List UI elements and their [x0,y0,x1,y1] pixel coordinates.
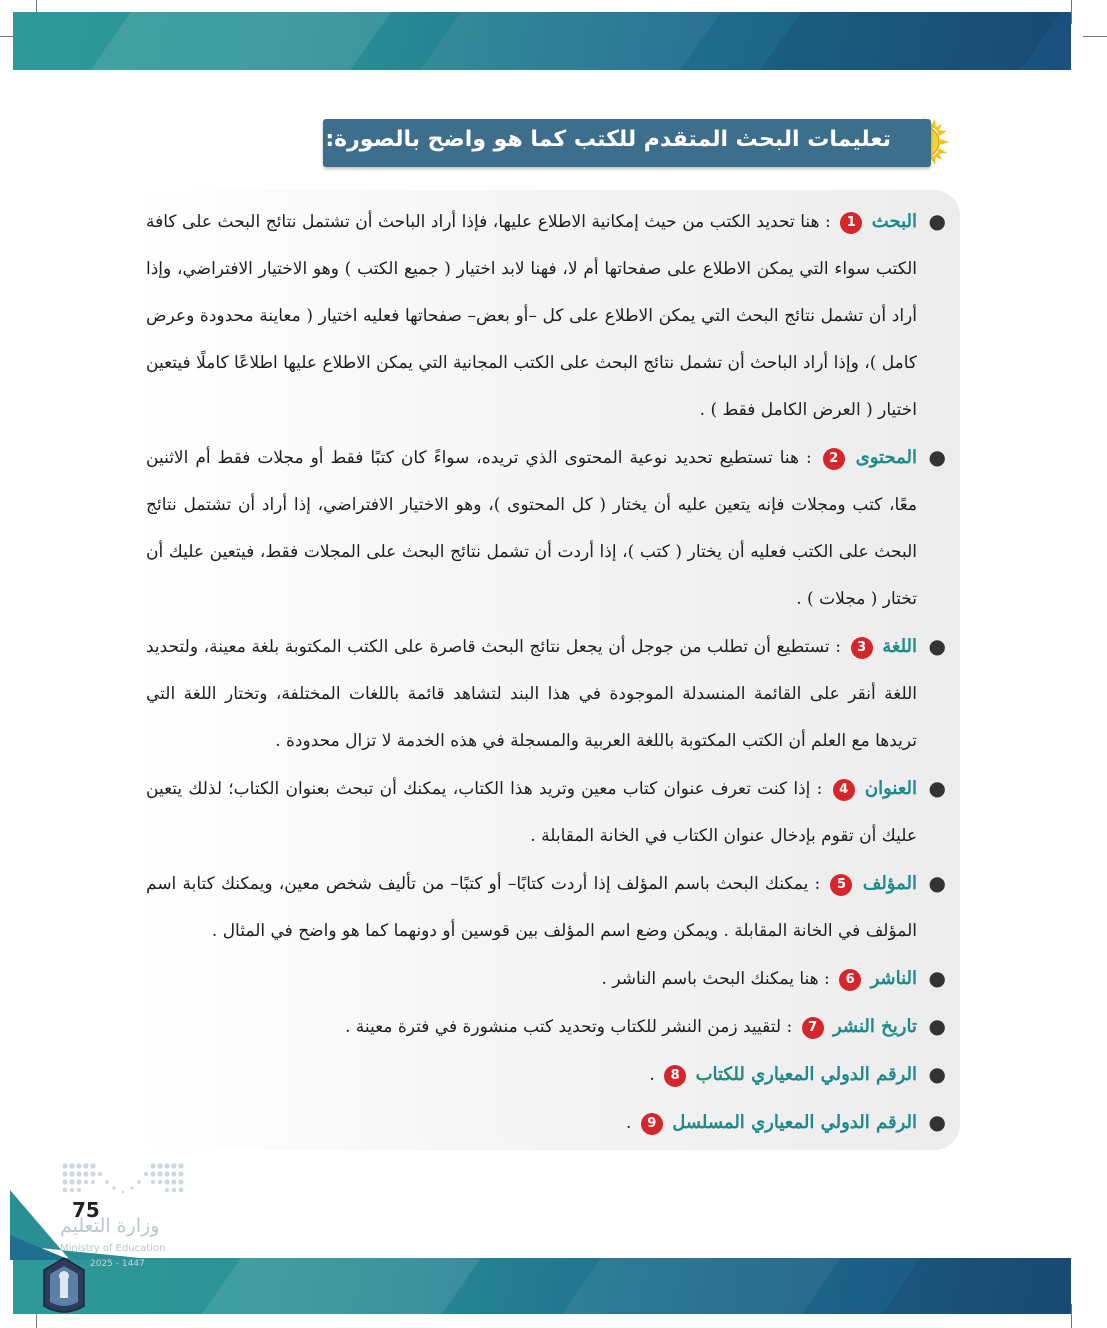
bullet-icon: ● [928,1110,946,1134]
item-text: : هنا تستطيع تحديد نوعية المحتوى الذي تريده، سواءً كان كتبًا فقط أو مجلات فقط أم الاثنين معًا، كتب ومجلات فإنه يتعين عليه أن يختار ( كل المحتوى )، وهو الاختيار الافتراضي، إذا أراد أن تشتمل نتائج البحث على الكتب فعليه أن يختار ( كتب )، إذا أردت أن تشمل نتائج البحث على المجلات فقط، فيتعين عليك أن تختار ( مجلات ) . [146,448,917,609]
number-badge: 7 [802,1017,824,1039]
item-text: : يمكنك البحث باسم المؤلف إذا أردت كتابًا– أو كتبًا– من تأليف شخص معين، ويمكنك كتابة اسم المؤلف في الخانة المقابلة . ويمكن وضع اسم المؤلف بين قوسين أو دونهما كما هو واضح في المثال . [146,874,917,941]
bullet-icon: ● [928,1062,946,1086]
section-title-bar [323,119,931,167]
item-term: الناشر [870,968,917,989]
item-term: الرقم الدولي المعياري للكتاب [695,1064,917,1085]
list-item-publisher [146,955,946,1003]
section-title: تعليمات البحث المتقدم للكتب كما هو واضح بالصورة: [325,127,891,152]
number-badge: 3 [851,637,873,659]
bullet-icon: ● [928,445,946,469]
bullet-icon: ● [928,776,946,800]
edition-year: 2025 - 1447 [90,1259,145,1269]
ministry-name-arabic: وزارة التعليم [60,1215,160,1237]
list-item-publish-date [146,1003,946,1051]
list-item-language [146,623,946,765]
item-text: : إذا كنت تعرف عنوان كتاب معين وتريد هذا الكتاب، يمكنك أن تبحث بعنوان الكتاب؛ لذلك يتعين عليك أن تقوم بإدخال عنوان الكتاب في الخانة المقابلة . [146,779,917,846]
bottom-decorative-band [13,1258,1071,1314]
crop-mark [1071,1304,1072,1328]
item-term: المؤلف [862,873,917,894]
item-term: الرقم الدولي المعياري المسلسل [672,1112,917,1133]
page-number: 75 [72,1198,100,1222]
item-text: . [649,1065,655,1085]
list-item-search [146,198,946,434]
number-badge: 2 [823,448,845,470]
item-term: اللغة [882,636,918,657]
item-text: : هنا يمكنك البحث باسم الناشر . [601,969,830,989]
bullet-icon: ● [928,634,946,658]
bullet-icon: ● [928,209,946,233]
bullet-icon: ● [928,966,946,990]
ministry-name-english: Ministry of Education [60,1243,166,1254]
item-text: : تستطيع أن تطلب من جوجل أن يجعل نتائج البحث قاصرة على الكتب المكتوبة بلغة معينة، ولتحديد اللغة أنقر على القائمة المنسدلة الموجودة في هذا البند لتشاهد قائمة باللغات المختلفة، وتختار اللغة التي تريدها مع العلم أن الكتب المكتوبة باللغة العربية والمسجلة في هذه الخدمة لا تزال محدودة . [146,637,917,751]
emblem-icon [40,1256,88,1318]
crop-mark [1071,0,1072,24]
top-decorative-band [13,12,1071,70]
list-item-issn [146,1099,946,1147]
list-item-title [146,765,946,860]
item-text: : هنا تحديد الكتب من حيث إمكانية الاطلاع عليها، فإذا أراد الباحث أن تشتمل نتائج البحث على كافة الكتب سواء التي يمكن الاطلاع على صفحاتها أم لا، فهنا لابد اختيار ( جميع الكتب ) وهو الاختيار الافتراضي، وإذا أراد أن تشمل نتائج البحث التي يمكن الاطلاع على كل –أو بعض– صفحاتها فعليه اختيار ( معاينة محدودة وعرض كامل )، وإذا أراد الباحث أن تشمل نتائج البحث على الكتب المجانية التي يمكن الاطلاع عليها اطلاعًا كاملًا فيتعين اختيار ( العرض الكامل فقط ) . [146,212,917,420]
number-badge: 5 [830,874,852,896]
list-item-content [146,434,946,623]
bullet-icon: ● [928,1014,946,1038]
item-term: تاريخ النشر [833,1016,917,1037]
item-text: : لتقييد زمن النشر للكتاب وتحديد كتب منشورة في فترة معينة . [344,1017,793,1037]
item-term: البحث [871,211,918,232]
item-term: المحتوى [855,447,918,468]
item-term: العنوان [864,778,918,799]
number-badge: 4 [833,779,855,801]
item-text: . [625,1113,632,1133]
instructions-list [146,198,946,1147]
crop-mark [1083,36,1107,37]
number-badge: 9 [641,1113,663,1135]
list-item-author [146,860,946,955]
number-badge: 6 [839,969,861,991]
list-item-isbn [146,1051,946,1099]
number-badge: 1 [840,212,862,234]
number-badge: 8 [664,1065,686,1087]
bullet-icon: ● [928,871,946,895]
